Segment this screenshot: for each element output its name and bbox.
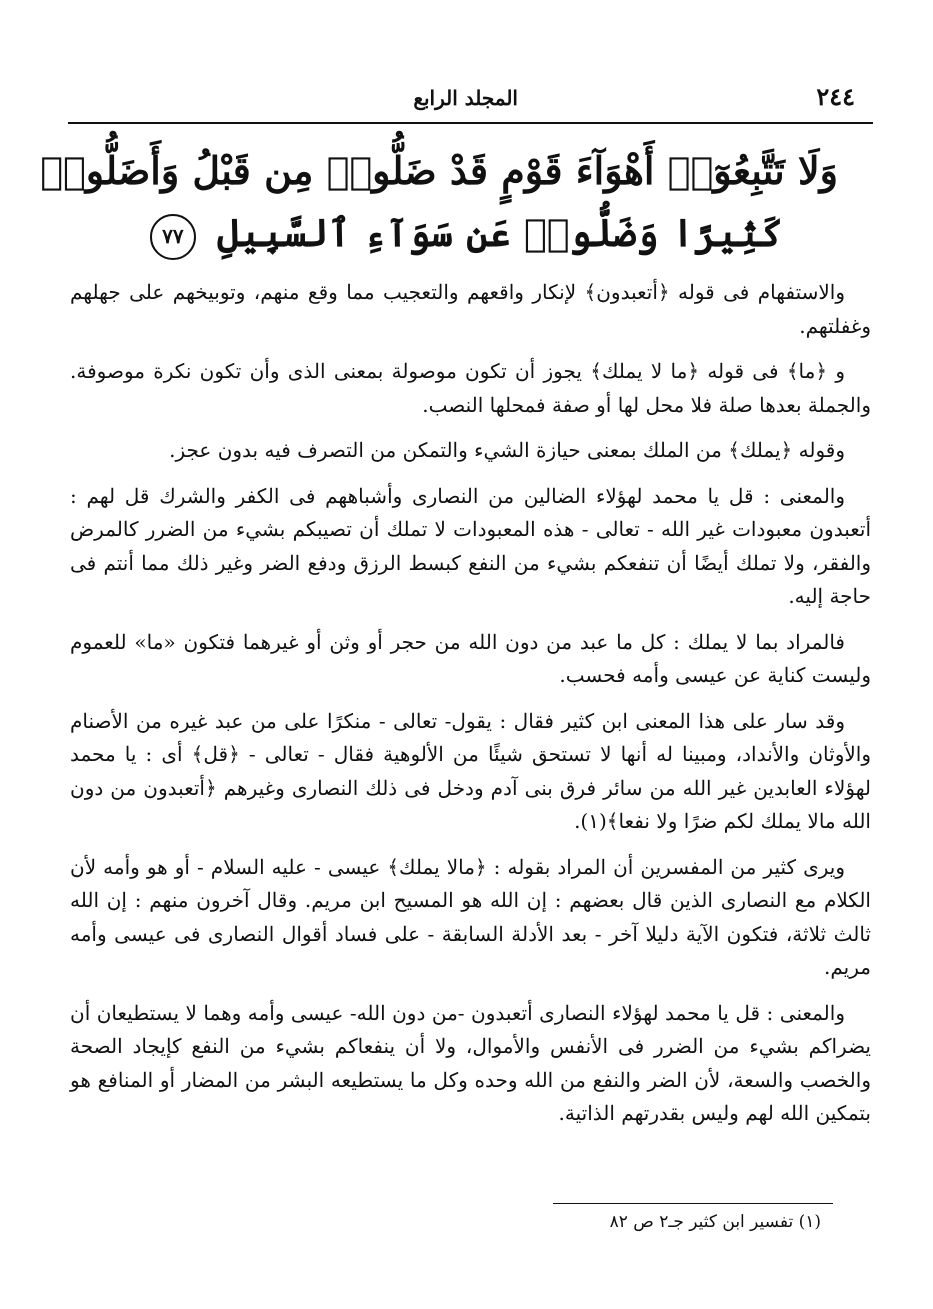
quran-verse bbox=[40, 140, 838, 264]
verse-line-1: وَلَا تَتَّبِعُوٓا۟ أَهْوَآءَ قَوْمٍ قَدْ ضَلُّوا۟ مِن قَبْلُ وَأَضَلُّوا۟ bbox=[40, 148, 838, 193]
paragraph-yamlik: وقوله ﴿يملك﴾ من الملك بمعنى حيازة الشيء والتمكن من التصرف فيه بدون عجز. bbox=[169, 438, 845, 462]
footnote: (١) تفسير ابن كثير جـ٢ ص ٨٢ bbox=[609, 1212, 821, 1232]
paragraph-ma-umum: فالمراد بما لا يملك : كل ما عبد من دون الله من حجر أو وثن أو غيرهما فتكون «ما» للعموم وليست كناية عن عيسى وأمه فحسب. bbox=[70, 629, 871, 687]
paragraph-ma-meaning: و ﴿ما﴾ فى قوله ﴿ما لا يملك﴾ يجوز أن تكون موصولة بمعنى الذى وأن تكون نكرة موصوفة. والجملة بعدها صلة فلا محل لها أو صفة فمحلها النصب. bbox=[70, 359, 871, 417]
paragraph-ibn-kathir: وقد سار على هذا المعنى ابن كثير فقال : يقول- تعالى - منكرًا على من عبد غيره من الأصنام والأوثان والأنداد، ومبينا له أنها لا تستحق شيئًا من الألوهية فقال - تعالى - ﴿قل﴾ أى : يا محمد لهؤلاء العابدين غير الله من سائر فرق بنى آدم ودخل فى ذلك النصارى وغيرهم ﴿أتعبدون من دون الله مالا يملك لكم ضرًا ولا نفعا﴾(١). bbox=[70, 708, 871, 833]
verse-line-2-text: كَثِيرًا وَضَلُّوا۟ عَن سَوَآءِ ٱلسَّبِيلِ bbox=[217, 210, 784, 255]
verse-line-2 bbox=[95, 202, 838, 264]
commentary-body bbox=[70, 276, 871, 1143]
paragraph-meaning-2: والمعنى : قل يا محمد لهؤلاء النصارى أتعبدون -من دون الله- عيسى وأمه وهما لا يستطيعان أن يضراكم بشيء من الضرر فى الأنفس والأموال، ولا أن ينفعاكم بشيء من النفع كإيجاد الصحة والخصب والسعة، لأن الضر والنفع من الله وحده وكل ما يستطيعه البشر من المضار أو المنافع هو بتمكين الله لهم وليس بقدرتهم الذاتية. bbox=[70, 1000, 871, 1125]
header-divider bbox=[68, 122, 873, 124]
footnote-divider bbox=[553, 1203, 833, 1204]
page-number: ٢٤٤ bbox=[816, 82, 855, 111]
page-header bbox=[60, 78, 873, 122]
paragraph-mufassirun: ويرى كثير من المفسرين أن المراد بقوله : ﴿مالا يملك﴾ عيسى - عليه السلام - أو هو وأمه لأن الكلام مع النصارى الذين قال بعضهم : إن الله هو المسيح ابن مريم. وقال آخرون منهم : إن الله ثالث ثلاثة، فتكون الآية دليلا آخر - بعد الأدلة السابقة - على فساد أقوال النصارى فى عيسى وأمه مريم. bbox=[70, 854, 871, 979]
paragraph-istifham: والاستفهام فى قوله ﴿أتعبدون﴾ لإنكار واقعهم والتعجيب مما وقع منهم، وتوبيخهم على جهلهم وغفلتهم. bbox=[70, 280, 871, 338]
verse-number-badge: ٧٧ bbox=[150, 214, 196, 260]
volume-title: المجلد الرابع bbox=[413, 86, 518, 110]
paragraph-meaning-1: والمعنى : قل يا محمد لهؤلاء الضالين من النصارى وأشباههم فى الكفر والشرك قل لهم : أتعبدون معبودات غير الله - تعالى - هذه المعبودات لا تملك أن تصيبكم بشيء من الضرر كالمرض والفقر، ولا تملك أيضًا أن تنفعكم بشيء من النفع كبسط الرزق ودفع الضر وغير ذلك مما أنتم فى حاجة إليه. bbox=[70, 483, 871, 608]
